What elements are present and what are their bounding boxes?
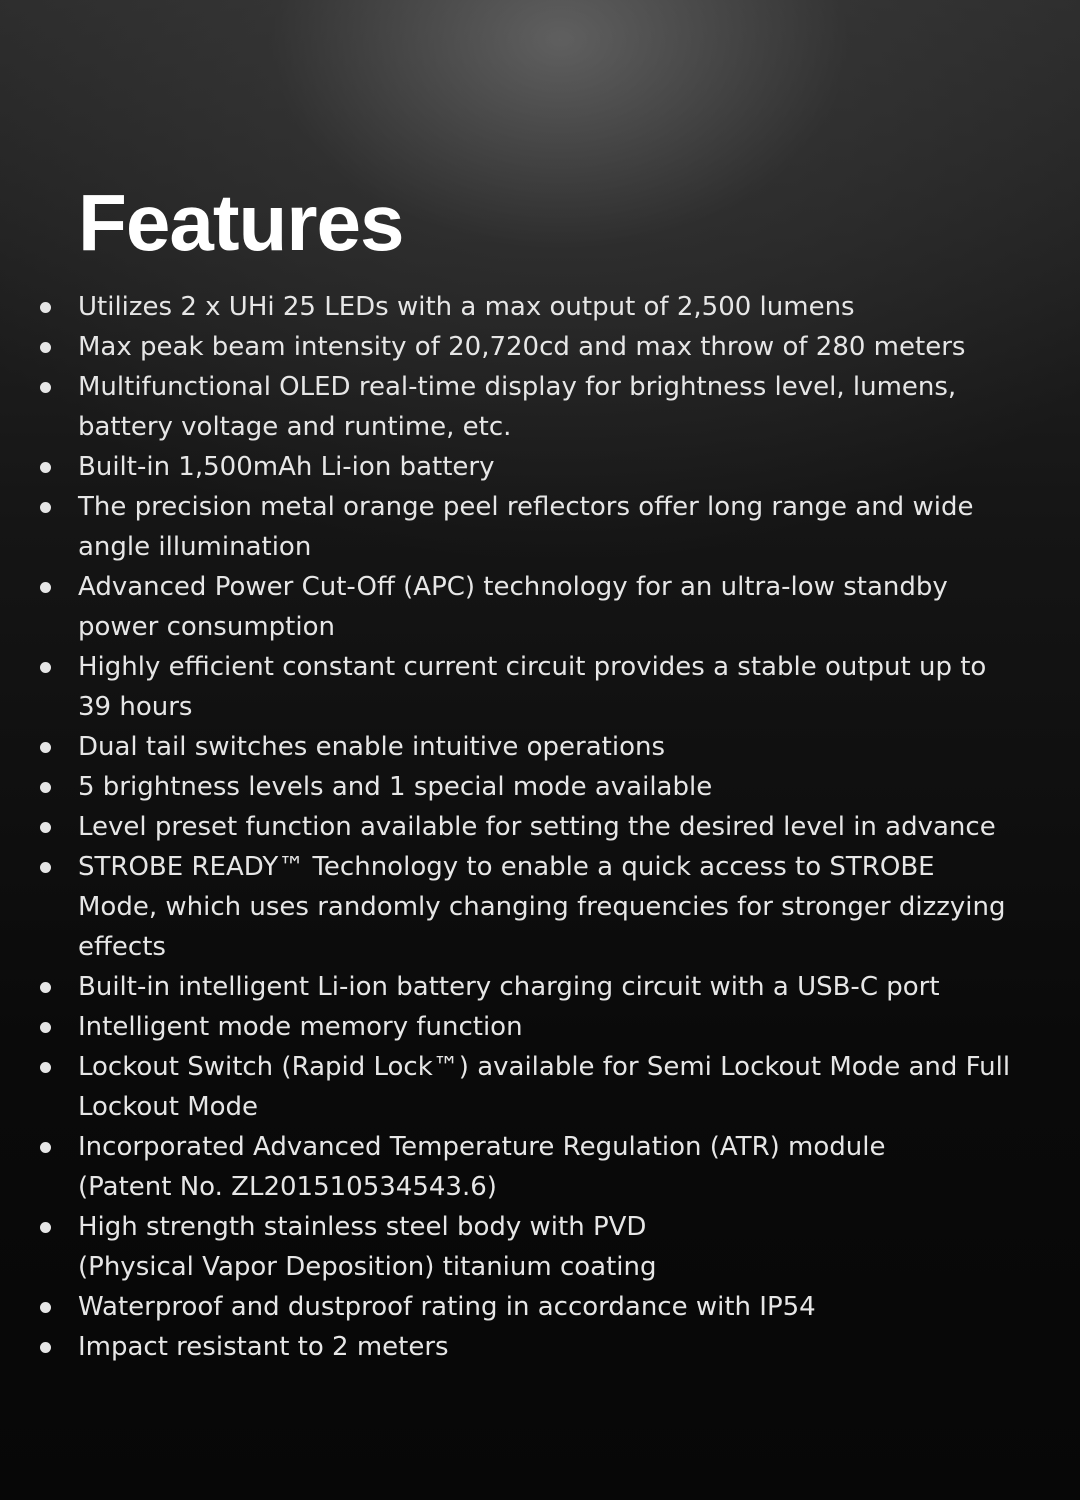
feature-text: Lockout Switch (Rapid Lock™) available for Semi Lockout Mode and Full <box>78 1052 1011 1082</box>
feature-text: Mode, which uses randomly changing frequencies for stronger dizzying <box>78 892 1006 922</box>
feature-item <box>78 967 1058 1007</box>
feature-text: Max peak beam intensity of 20,720cd and max throw of 280 meters <box>78 332 966 362</box>
feature-text: Advanced Power Cut-Off (APC) technology for an ultra-low standby <box>78 572 948 602</box>
feature-text: (Physical Vapor Deposition) titanium coating <box>78 1252 657 1282</box>
bullet-icon <box>40 382 51 393</box>
bullet-icon <box>40 582 51 593</box>
feature-text: The precision metal orange peel reflectors offer long range and wide <box>78 492 974 522</box>
feature-text: 39 hours <box>78 692 193 722</box>
bullet-icon <box>40 1022 51 1033</box>
feature-item <box>78 567 1058 647</box>
feature-item <box>78 1327 1058 1367</box>
feature-text: Waterproof and dustproof rating in accordance with IP54 <box>78 1292 816 1322</box>
feature-item <box>78 727 1058 767</box>
bullet-icon <box>40 1142 51 1153</box>
bullet-icon <box>40 502 51 513</box>
feature-text: Impact resistant to 2 meters <box>78 1332 449 1362</box>
page-title: Features <box>78 178 404 267</box>
feature-text: Highly efficient constant current circuit provides a stable output up to <box>78 652 987 682</box>
feature-text: Intelligent mode memory function <box>78 1012 523 1042</box>
feature-item <box>78 847 1058 967</box>
feature-text: Built-in intelligent Li-ion battery charging circuit with a USB-C port <box>78 972 940 1002</box>
feature-text: Incorporated Advanced Temperature Regulation (ATR) module <box>78 1132 886 1162</box>
feature-item <box>78 1007 1058 1047</box>
feature-text: Dual tail switches enable intuitive operations <box>78 732 666 762</box>
feature-item <box>78 287 1058 327</box>
bullet-icon <box>40 742 51 753</box>
feature-text: Lockout Mode <box>78 1092 259 1122</box>
feature-item <box>78 1047 1058 1127</box>
bullet-icon <box>40 862 51 873</box>
feature-text: angle illumination <box>78 532 312 562</box>
feature-item <box>78 327 1058 367</box>
feature-item <box>78 807 1058 847</box>
bullet-icon <box>40 1062 51 1073</box>
bullet-icon <box>40 462 51 473</box>
bullet-icon <box>40 342 51 353</box>
feature-text: STROBE READY™ Technology to enable a quick access to STROBE <box>78 852 935 882</box>
feature-text: High strength stainless steel body with PVD <box>78 1212 647 1242</box>
feature-item <box>78 487 1058 567</box>
bullet-icon <box>40 1342 51 1353</box>
feature-text: battery voltage and runtime, etc. <box>78 412 512 442</box>
feature-item <box>78 1127 1058 1207</box>
bullet-icon <box>40 302 51 313</box>
feature-text: Multifunctional OLED real-time display for brightness level, lumens, <box>78 372 957 402</box>
bullet-icon <box>40 982 51 993</box>
feature-text: Built-in 1,500mAh Li-ion battery <box>78 452 495 482</box>
feature-item <box>78 767 1058 807</box>
feature-item <box>78 447 1058 487</box>
feature-item <box>78 647 1058 727</box>
bullet-icon <box>40 782 51 793</box>
feature-item <box>78 1207 1058 1287</box>
feature-item <box>78 367 1058 447</box>
bullet-icon <box>40 662 51 673</box>
bullet-icon <box>40 1222 51 1233</box>
feature-text: Level preset function available for setting the desired level in advance <box>78 812 996 842</box>
feature-text: Utilizes 2 x UHi 25 LEDs with a max output of 2,500 lumens <box>78 292 855 322</box>
feature-list <box>78 287 1058 1367</box>
feature-text: power consumption <box>78 612 335 642</box>
bullet-icon <box>40 1302 51 1313</box>
feature-text: effects <box>78 932 166 962</box>
feature-text: (Patent No. ZL201510534543.6) <box>78 1172 497 1202</box>
feature-text: 5 brightness levels and 1 special mode available <box>78 772 713 802</box>
bullet-icon <box>40 822 51 833</box>
feature-item <box>78 1287 1058 1327</box>
